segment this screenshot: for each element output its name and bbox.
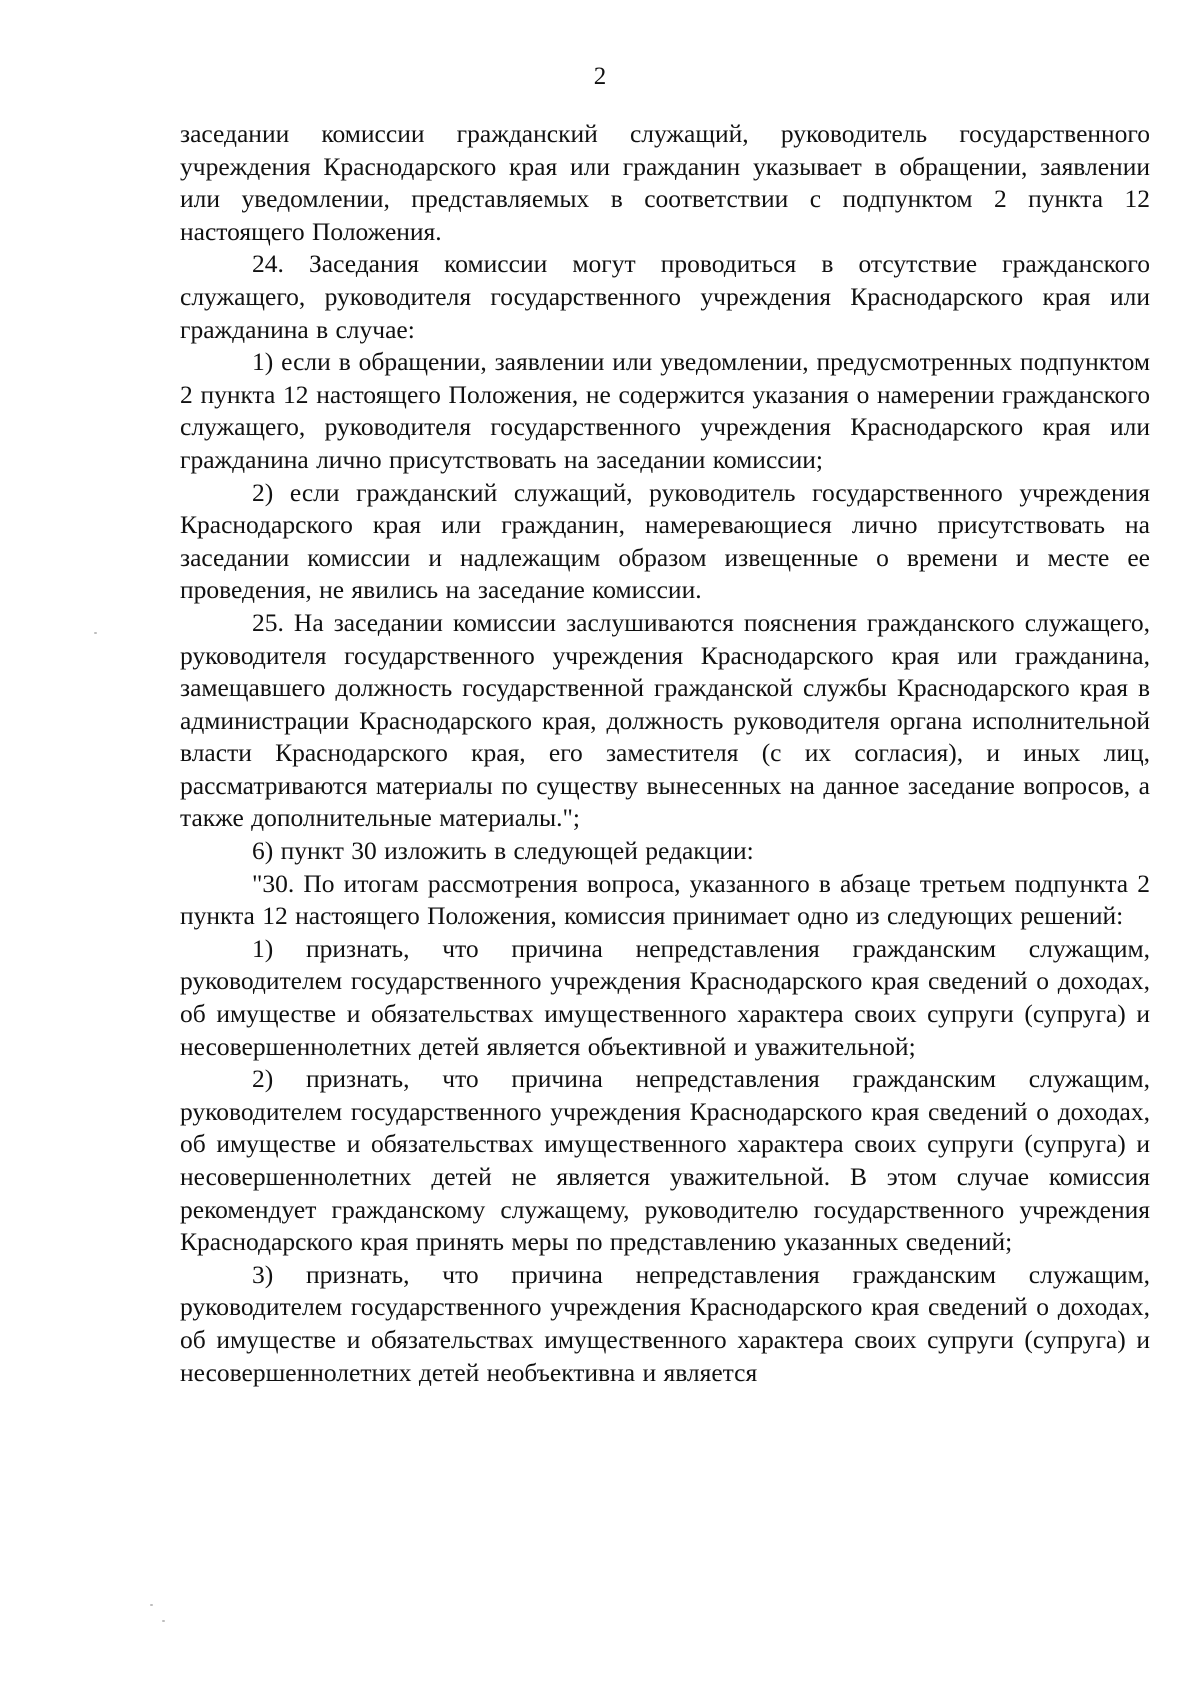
paragraph-30-item-3: 3) признать, что причина непредставления гражданским служащим, руководителем государственного учреждения Краснодарского края сведений о доходах, об имуществе и обязательствах имущественного характера своих супруги (супруга) и несовершеннолетних детей необъективна и является <box>180 1259 1150 1387</box>
paragraph-item-6: 6) пункт 30 изложить в следующей редакции: <box>252 836 754 866</box>
paragraph-24: 24. Заседания комиссии могут проводиться в отсутствие гражданского служащего, руководителя государственного учреждения Краснодарского края или гражданина в случае: <box>180 249 1150 344</box>
paragraph-24-item-2: 2) если гражданский служащий, руководитель государственного учреждения Краснодарского края или гражданин, намеревающиеся лично присутствовать на заседании комиссии и надлежащим образом извещенные о времени и месте ее проведения, не явились на заседание комиссии. <box>180 477 1150 605</box>
document-body <box>180 118 1150 1389</box>
scan-speck <box>150 1604 153 1606</box>
paragraph-30-item-2: 2) признать, что причина непредставления гражданским служащим, руководителем государственного учреждения Краснодарского края сведений о доходах, об имуществе и обязательствах имущественного характера своих супруги (супруга) и несовершеннолетних детей не является уважительной. В этом случае комиссия рекомендует гражданскому служащему, руководителю государственного учреждения Краснодарского края принять меры по представлению указанных сведений; <box>180 1064 1150 1257</box>
paragraph-30-item-1: 1) признать, что причина непредставления гражданским служащим, руководителем государственного учреждения Краснодарского края сведений о доходах, об имуществе и обязательствах имущественного характера своих супруги (супруга) и несовершеннолетних детей является объективной и уважительной; <box>180 933 1150 1061</box>
scan-speck <box>94 632 97 634</box>
scan-speck <box>162 1620 165 1622</box>
paragraph-continuation: заседании комиссии гражданский служащий, руководитель государственного учреждения Краснодарского края или гражданин указывает в обращении, заявлении или уведомлении, представляемых в соответствии с подпунктом 2 пункта 12 настоящего Положения. <box>180 119 1150 246</box>
paragraph-30: "30. По итогам рассмотрения вопроса, указанного в абзаце третьем подпункта 2 пункта 12 настоящего Положения, комиссия принимает одно из следующих решений: <box>180 868 1150 931</box>
paragraph-25: 25. На заседании комиссии заслушиваются пояснения гражданского служащего, руководителя государственного учреждения Краснодарского края или гражданина, замещавшего должность государственной гражданской службы Краснодарского края в администрации Краснодарского края, должность руководителя органа исполнительной власти Краснодарского края, его заместителя (с их согласия), и иных лиц, рассматриваются материалы по существу вынесенных на данное заседание вопросов, а также дополнительные материалы."; <box>180 607 1150 833</box>
page-number: 2 <box>593 63 607 90</box>
paragraph-24-item-1: 1) если в обращении, заявлении или уведомлении, предусмотренных подпунктом 2 пункта 12 настоящего Положения, не содержится указания о намерении гражданского служащего, руководителя государственного учреждения Краснодарского края или гражданина лично присутствовать на заседании комиссии; <box>180 347 1150 474</box>
